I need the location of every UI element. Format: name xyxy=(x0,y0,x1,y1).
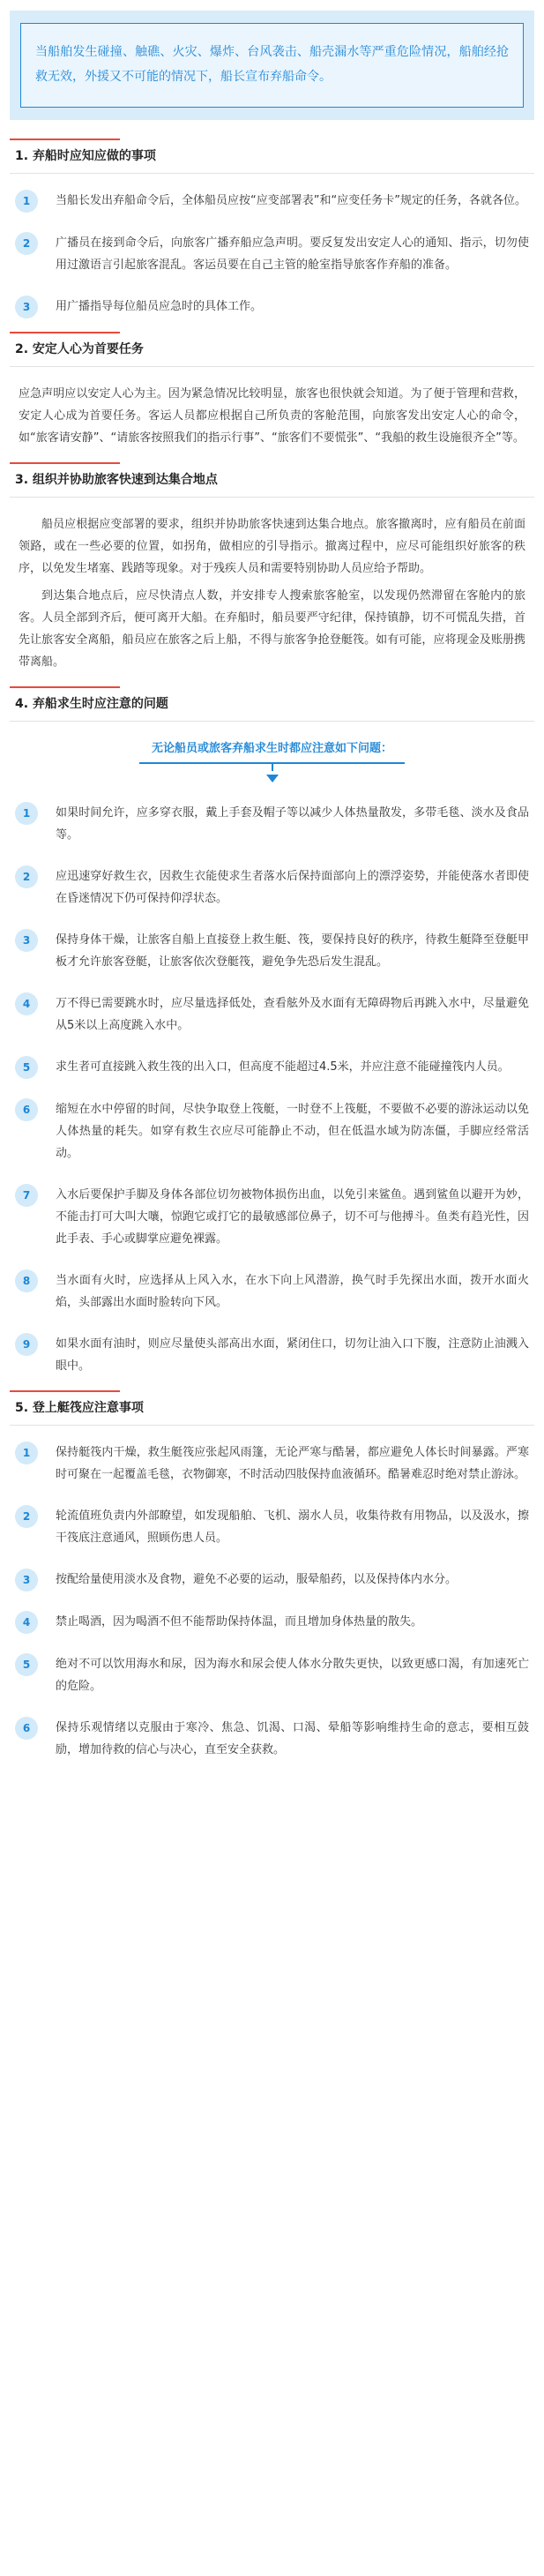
step-number-badge: 1 xyxy=(15,802,38,825)
step-text: 缩短在水中停留的时间，尽快争取登上筏艇，一时登不上筏艇，不要做不必要的游泳运动以免人体热量的耗失。如穿有救生衣应尽可能静止不动，但在低温水域为防冻僵，手脚应经常活动。 xyxy=(56,1103,529,1160)
step-text: 入水后要保护手脚及身体各部位切勿被物体损伤出血，以免引来鲨鱼。遇到鲨鱼以避开为妙，不能击打可大叫大嚷，惊跑它或打它的最敏感部位鼻子，切不可与他搏斗。鱼类有趋光性，因此手表、手心或脚掌应避免裸露。 xyxy=(56,1188,529,1246)
section-4-steps xyxy=(10,802,534,1377)
section-3-title: 3. 组织并协助旅客快速到达集合地点 xyxy=(15,473,218,487)
step-text: 保持艇筏内干燥，救生艇筏应张起风雨篷，无论严寒与酷暑，都应避免人体长时间暴露。严寒时可聚在一起覆盖毛毯，衣物御寒，不时活动四肢保持血液循环。酷暑难忍时绝对禁止游泳。 xyxy=(56,1446,529,1481)
list-item xyxy=(15,1333,529,1377)
section-4-title: 4. 弃船求生时应注意的问题 xyxy=(15,697,168,711)
list-item xyxy=(15,1505,529,1549)
step-text: 当船长发出弃船命令后，全体船员应按“应变部署表”和“应变任务卡”规定的任务，各就各位。 xyxy=(56,194,526,207)
notice-banner-text: 无论船员或旅客弃船求生时都应注意如下问题： xyxy=(139,738,405,764)
step-number-badge: 5 xyxy=(15,1653,38,1676)
step-text: 禁止喝酒，因为喝酒不但不能帮助保持体温，而且增加身体热量的散失。 xyxy=(56,1615,423,1629)
step-text: 绝对不可以饮用海水和尿，因为海水和尿会使人体水分散失更快，以致更感口渴，有加速死亡的危险。 xyxy=(56,1658,529,1693)
list-item xyxy=(15,1653,529,1697)
list-item xyxy=(15,802,529,846)
section-2 xyxy=(10,340,534,449)
step-text: 如果时间允许，应多穿衣服，戴上手套及帽子等以减少人体热量散发，多带毛毯、淡水及食品等。 xyxy=(56,806,529,842)
section-4 xyxy=(10,694,534,1377)
section-3-header xyxy=(10,470,534,498)
section-2-paragraph: 应急声明应以安定人心为主。因为紧急情况比较明显，旅客也很快就会知道。为了便于管理和营救，安定人心成为首要任务。客运人员都应根据自己所负责的客舱范围，向旅客发出安定人心的命令，如“旅客请安静”、“请旅客按照我们的指示行事”、“旅客们不要慌张”、“我船的救生设施很齐全”等。 xyxy=(19,387,525,445)
section-2-title: 2. 安定人心为首要任务 xyxy=(15,342,144,356)
intro-box xyxy=(10,11,534,120)
step-text: 求生者可直接跳入救生筏的出入口，但高度不能超过4.5米，并应注意不能碰撞筏内人员。 xyxy=(56,1060,510,1074)
step-number-badge: 5 xyxy=(15,1056,38,1079)
list-item xyxy=(15,1717,529,1761)
list-item xyxy=(15,865,529,910)
step-text: 用广播指导每位船员应急时的具体工作。 xyxy=(56,300,263,313)
list-item xyxy=(15,1611,529,1634)
list-item xyxy=(15,232,529,276)
step-number-badge: 6 xyxy=(15,1098,38,1121)
step-number-badge: 3 xyxy=(15,296,38,318)
section-3 xyxy=(10,470,534,673)
section-5-title: 5. 登上艇筏应注意事项 xyxy=(15,1401,144,1415)
list-item xyxy=(15,296,529,318)
step-number-badge: 3 xyxy=(15,929,38,952)
list-item xyxy=(15,1056,529,1079)
section-3-paragraph-1: 船员应根据应变部署的要求，组织并协助旅客快速到达集合地点。旅客撤离时，应有船员在前面领路，或在一些必要的位置，如拐角，做相应的引导指示。撤离过程中，应尽可能组织好旅客的秩序，以免发生堵塞、践踏等现象。对于残疾人员和需要特别协助人员应给予帮助。 xyxy=(19,518,525,575)
step-number-badge: 1 xyxy=(15,1442,38,1464)
step-number-badge: 7 xyxy=(15,1184,38,1207)
arrow-down-icon xyxy=(266,775,279,783)
list-item xyxy=(15,190,529,213)
list-item xyxy=(15,1442,529,1486)
step-number-badge: 4 xyxy=(15,1611,38,1634)
list-item xyxy=(15,1269,529,1314)
section-1-steps xyxy=(10,190,534,318)
section-2-header xyxy=(10,340,534,367)
step-number-badge: 2 xyxy=(15,1505,38,1528)
list-item xyxy=(15,1184,529,1250)
section-3-paragraph-2: 到达集合地点后，应尽快清点人数，并安排专人搜索旅客舱室，以发现仍然滞留在客舱内的旅客。人员全部到齐后，便可离开大船。在弃船时，船员要严守纪律，保持镇静，切不可慌乱失措，首先让旅客安全离船，船员应在旅客之后上船，不得与旅客争抢登艇筏。如有可能，应将现金及账册携带离船。 xyxy=(19,589,525,669)
section-5-steps xyxy=(10,1442,534,1761)
step-text: 如果水面有油时，则应尽量使头部高出水面，紧闭住口，切勿让油入口下腹，注意防止油溅入眼中。 xyxy=(56,1337,529,1373)
section-5-header xyxy=(10,1398,534,1426)
section-1-title: 1. 弃船时应知应做的事项 xyxy=(15,149,156,163)
list-item xyxy=(15,929,529,973)
section-1-header xyxy=(10,146,534,174)
section-1 xyxy=(10,146,534,318)
step-number-badge: 6 xyxy=(15,1717,38,1740)
step-number-badge: 1 xyxy=(15,190,38,213)
step-number-badge: 8 xyxy=(15,1269,38,1292)
step-text: 当水面有火时，应选择从上风入水，在水下向上风潜游，换气时手先探出水面，拨开水面火焰，头部露出水面时脸转向下风。 xyxy=(56,1274,529,1309)
step-text: 应迅速穿好救生衣，因救生衣能使求生者落水后保持面部向上的漂浮姿势，并能使落水者即使在昏迷情况下仍可保持仰浮状态。 xyxy=(56,870,529,905)
step-text: 轮流值班负责内外部瞭望，如发现船舶、飞机、溺水人员，收集待救有用物品，以及汲水，擦干筏底注意通风，照顾伤患人员。 xyxy=(56,1509,529,1545)
list-item xyxy=(15,992,529,1037)
step-text: 保持乐观情绪以克服由于寒冷、焦急、饥渴、口渴、晕船等影响维持生命的意志，要相互鼓励，增加待救的信心与决心，直至安全获救。 xyxy=(56,1721,529,1756)
step-text: 广播员在接到命令后，向旅客广播弃船应急声明。要反复发出安定人心的通知、指示，切勿使用过激语言引起旅客混乱。客运员要在自己主管的舱室指导旅客作弃船的准备。 xyxy=(56,236,529,272)
step-text: 按配给量使用淡水及食物，避免不必要的运动，服晕船药，以及保持体内水分。 xyxy=(56,1573,458,1586)
list-item xyxy=(15,1098,529,1164)
step-number-badge: 2 xyxy=(15,232,38,255)
notice-banner xyxy=(10,738,534,783)
section-5 xyxy=(10,1398,534,1761)
step-text: 万不得已需要跳水时，应尽量选择低处，查看舷外及水面有无障碍物后再跳入水中，尽量避免从5米以上高度跳入水中。 xyxy=(56,997,529,1032)
intro-text: 当船舶发生碰撞、触礁、火灾、爆炸、台风袭击、船壳漏水等严重危险情况，船舶经抢救无效，外援又不可能的情况下，船长宣布弃船命令。 xyxy=(35,45,509,84)
list-item xyxy=(15,1569,529,1591)
step-text: 保持身体干燥，让旅客自船上直接登上救生艇、筏，要保持良好的秩序，待救生艇降至登艇甲板才允许旅客登艇，让旅客依次登艇筏，避免争先恐后发生混乱。 xyxy=(56,933,529,969)
arrow-stem xyxy=(272,764,273,771)
step-number-badge: 4 xyxy=(15,992,38,1015)
step-number-badge: 2 xyxy=(15,865,38,888)
step-number-badge: 3 xyxy=(15,1569,38,1591)
step-number-badge: 9 xyxy=(15,1333,38,1356)
intro-frame xyxy=(20,23,524,108)
section-4-header xyxy=(10,694,534,722)
